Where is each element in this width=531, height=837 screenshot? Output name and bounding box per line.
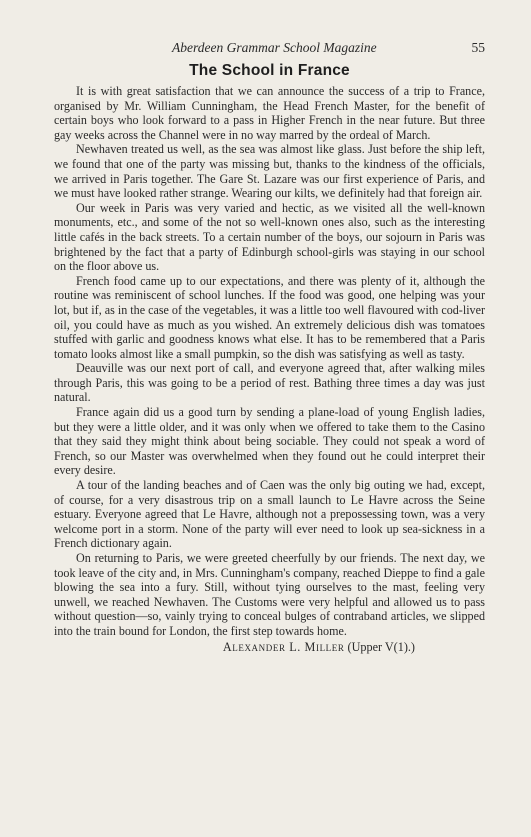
paragraph: Deauville was our next port of call, and everyone agreed that, after walking miles through Paris, this was going to be a period of rest. Bathing three times a day was just natural. (54, 361, 485, 405)
paragraph: France again did us a good turn by sending a plane-load of young English ladies, but they were a little older, and it was only when we offered to take them to the Casino that they said they might think about being sociable. They could not speak a word of French, so our Master was overwhelmed when they found out he could interpret their every desire. (54, 405, 485, 478)
page-header (54, 40, 485, 60)
paragraph: French food came up to our expectations, and there was plenty of it, although the routine was reminiscent of school lunches. If the food was good, one helping was your lot, but if, as in the case of the vegetables, it was a little too well flavoured with cod-liver oil, you could have as much as you wished. An extremely delicious dish was tomatoes stuffed with garlic and goodness knows what else. It has to be remembered that a Paris tomato looks almost like a small pumpkin, so the dish was satisfying as well as tasty. (54, 273, 485, 361)
journal-title: Aberdeen Grammar School Magazine (172, 40, 377, 55)
paragraph: Our week in Paris was very varied and hectic, as we visited all the well-known monuments, etc., and some of the not so well-known ones also, such as the interesting little cafés in the back streets. To a certain number of the boys, our sojourn in Paris was brightened by the fact that a party of Edinburgh school-girls was staying in our school on the floor above us. (54, 200, 485, 274)
page-number: 55 (471, 40, 485, 55)
paragraph: Newhaven treated us well, as the sea was almost like glass. Just before the ship left, we found that one of the party was missing but, thanks to the kindness of the officials, we arrived in Paris together. The Gare St. Lazare was our first experience of Paris, and we must have looked rather strange. Wearing our kilts, we definitely had that foreign air. (54, 142, 485, 201)
author-class: (Upper V(1).) (347, 639, 415, 654)
article-body (54, 84, 485, 639)
paragraph: A tour of the landing beaches and of Caen was the only big outing we had, except, of course, for a very disastrous trip on a small launch to Le Havre across the Seine estuary. Everyone agreed that Le Havre, although not a prepossessing town, was a very welcome port in a storm. None of the party will ever need to look up sea-sickness in a French dictionary again. (54, 478, 485, 551)
author-name: Alexander L. Miller (222, 639, 345, 654)
author-signature (54, 640, 485, 655)
paragraph: It is with great satisfaction that we can announce the success of a trip to France, organised by Mr. William Cunningham, the Head French Master, for the benefit of certain boys who look forward to a pass in Higher French in the near future. But three gay weeks across the Channel were in no way marred by the ordeal of March. (54, 84, 485, 142)
article-title: The School in France (189, 62, 350, 79)
paragraph: On returning to Paris, we were greeted cheerfully by our friends. The next day, we took leave of the city and, in Mrs. Cunningham's company, reached Dieppe to find a gale blowing the sea into a fury. Still, without tying ourselves to the mast, feeling very unwell, we reached Newhaven. The Customs were very helpful and allowed us to pass without question—so, vainly trying to conceal bulges of contraband articles, we slipped into the train bound for London, the first step towards home. (54, 551, 485, 638)
